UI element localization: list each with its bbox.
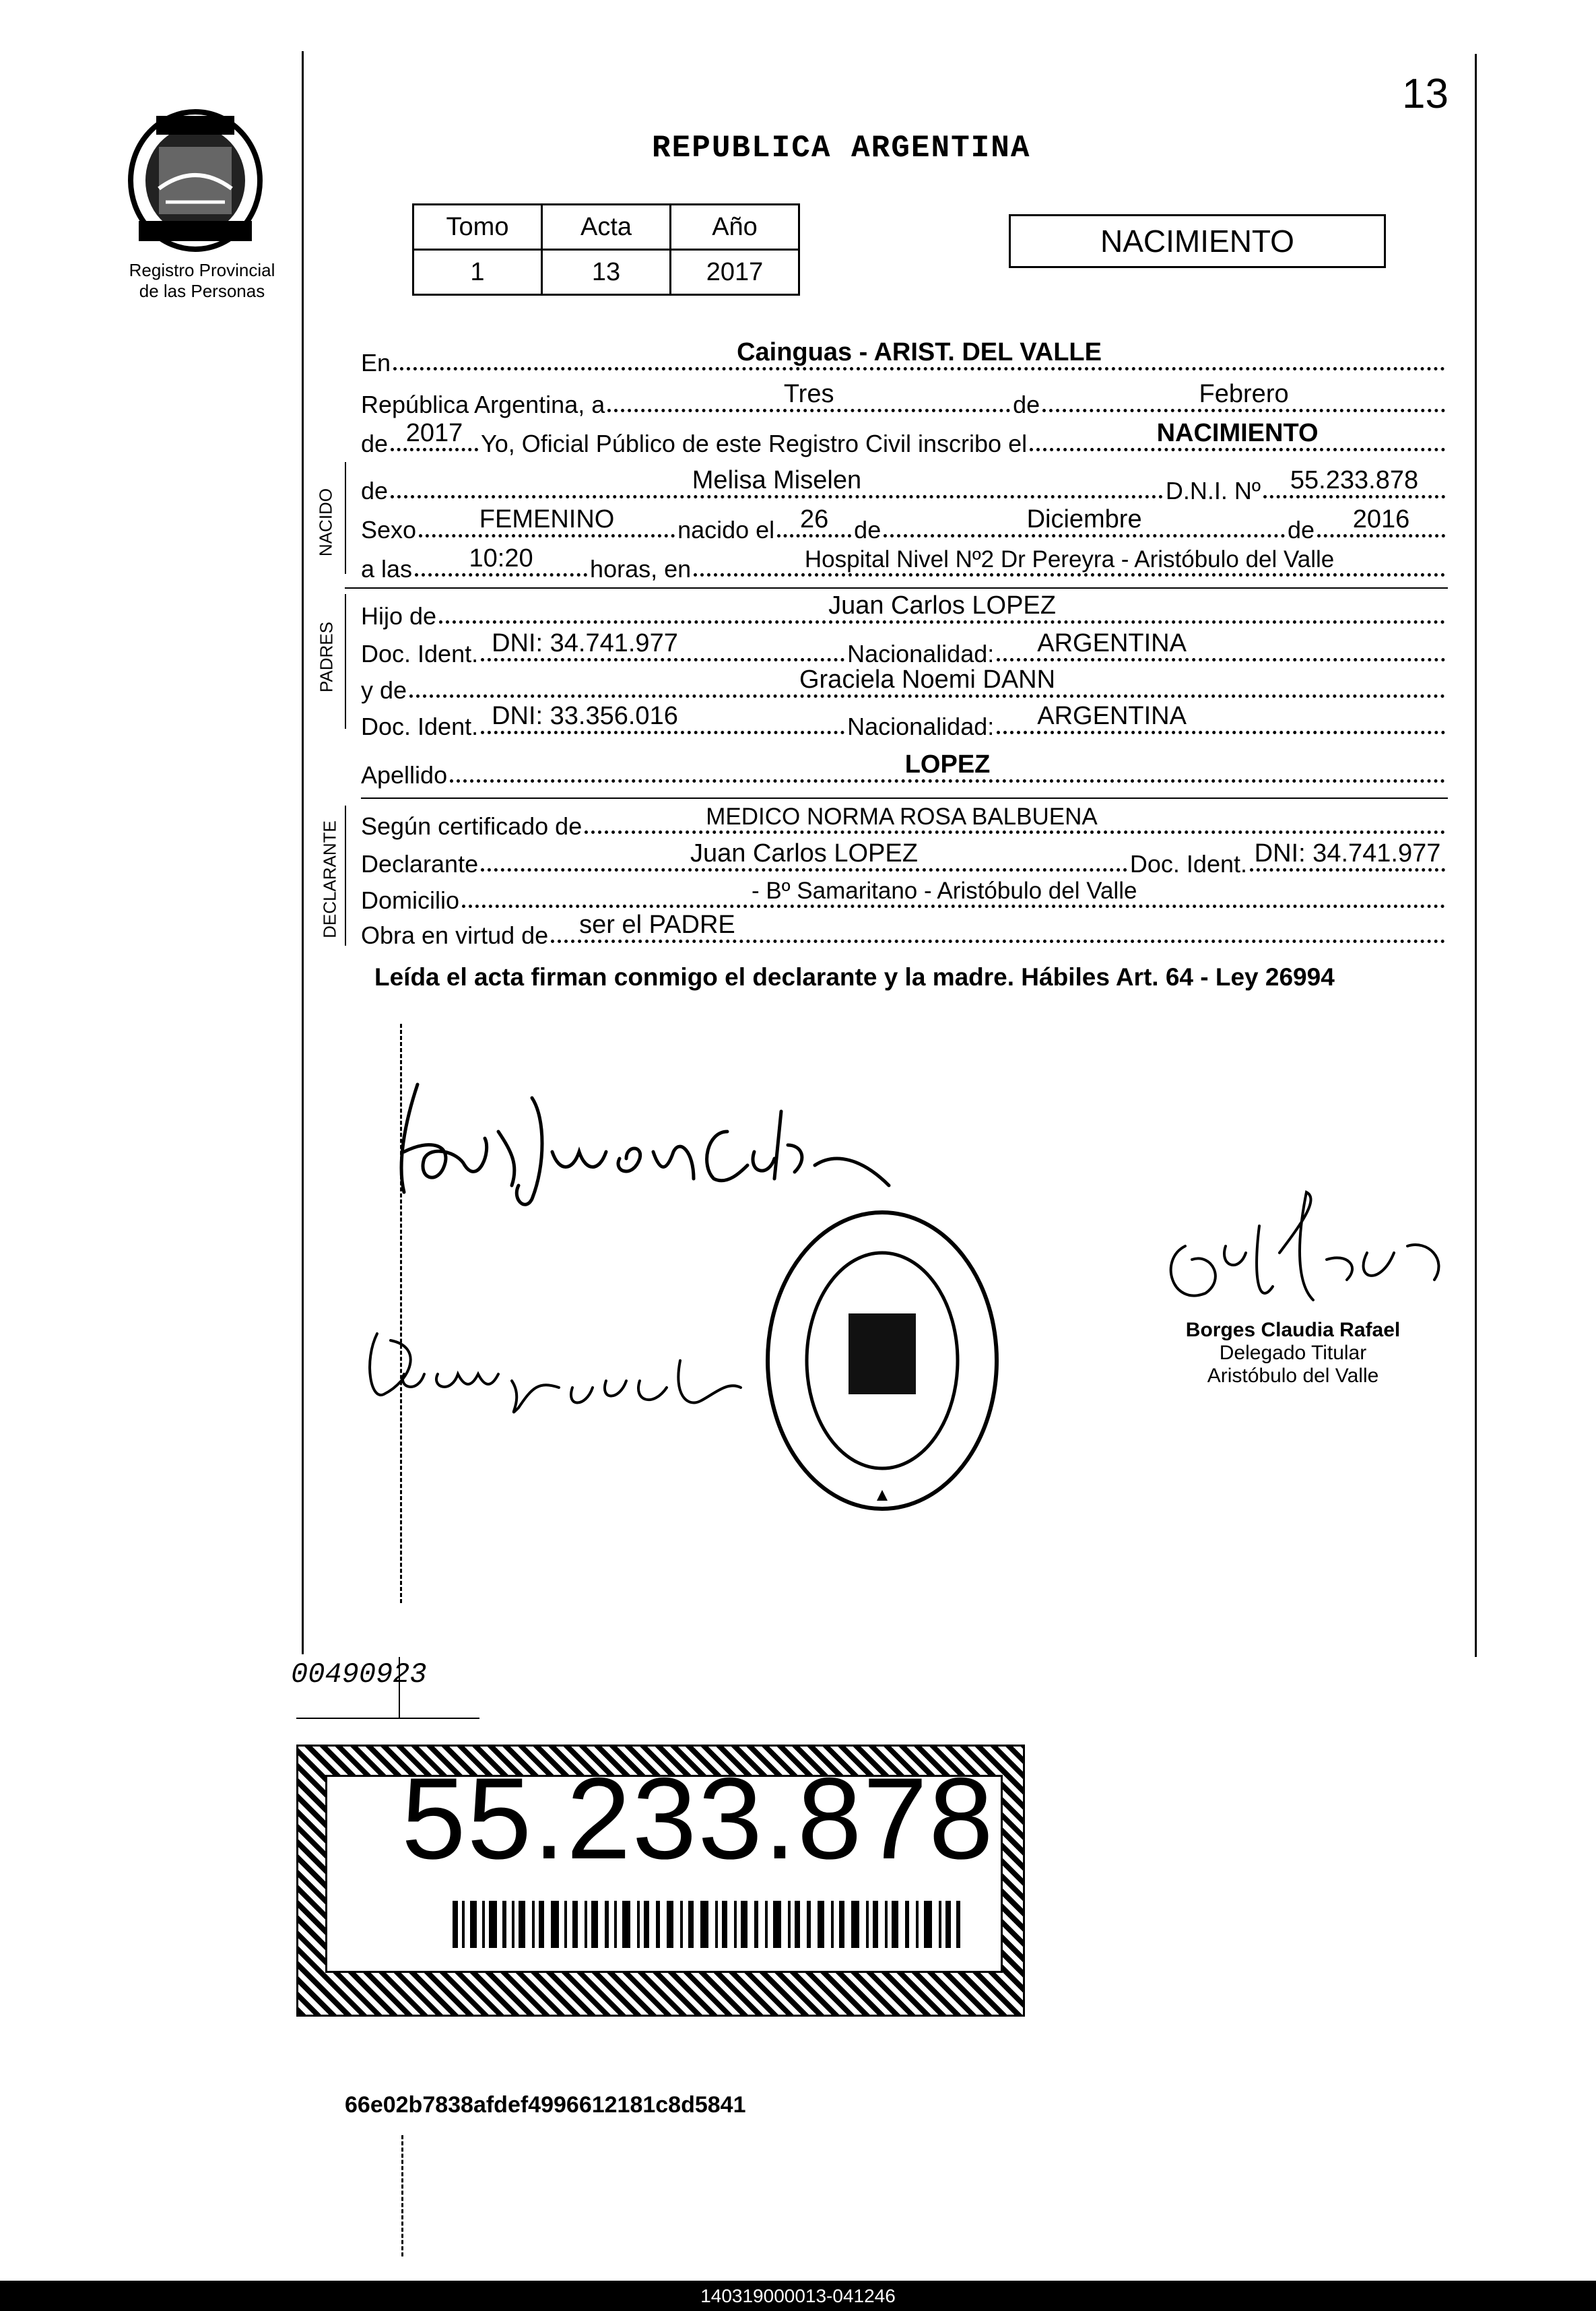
closing-text: Leída el acta firman conmigo el declarante y la madre. Hábiles Art. 64 - Ley 26994	[374, 963, 1335, 991]
acta-value: 13	[542, 250, 671, 295]
document-hash: 66e02b7838afdef4996612181c8d5841	[345, 2092, 746, 2118]
line-father-name: Hijo de Juan Carlos LOPEZ	[361, 590, 1448, 630]
section-padres: PADRES	[316, 622, 337, 692]
year-value: 2017	[405, 419, 463, 447]
line-father-doc: Doc. Ident. DNI: 34.741.977 Nacionalidad: ARGENTINA	[361, 628, 1448, 668]
locality-value: Cainguas - ARIST. DEL VALLE	[737, 338, 1102, 366]
footer-code: 140319000013-041246	[0, 2281, 1596, 2311]
declarante-value: Juan Carlos LOPEZ	[690, 839, 918, 868]
month-value: Febrero	[1199, 380, 1289, 408]
line-date: República Argentina, a Tres de Febrero	[361, 379, 1448, 419]
child-name-value: Melisa Miselen	[692, 466, 862, 494]
mother-name-value: Graciela Noemi DANN	[799, 665, 1056, 694]
tomo-acta-anio-table	[412, 203, 800, 296]
line-apellido: Apellido LOPEZ	[361, 749, 1448, 789]
sex-value: FEMENINO	[479, 505, 615, 533]
document-type-box: NACIMIENTO	[1009, 214, 1386, 268]
line-domicilio: Domicilio - Bº Samaritano - Aristóbulo del Valle	[361, 874, 1448, 915]
day-value: Tres	[783, 380, 834, 408]
line-obra: Obra en virtud de ser el PADRE	[361, 909, 1448, 950]
birth-day-value: 26	[800, 505, 829, 533]
page-number: 13	[1402, 71, 1449, 117]
birth-place-value: Hospital Nivel Nº2 Dr Pereyra - Aristóbulo del Valle	[804, 546, 1335, 573]
father-name-value: Juan Carlos LOPEZ	[828, 591, 1056, 620]
birth-month-value: Diciembre	[1026, 505, 1142, 533]
province-seal-logo	[119, 108, 272, 253]
child-dni-value: 55.233.878	[1290, 466, 1419, 494]
acta-label: Acta	[542, 205, 671, 250]
logo-caption: Registro Provincial de las Personas	[129, 260, 275, 301]
birth-time-value: 10:20	[469, 544, 533, 573]
line-locality: En Cainguas - ARIST. DEL VALLE	[361, 337, 1448, 377]
registered-type-value: NACIMIENTO	[1156, 419, 1319, 447]
barcode-number: 55.233.878	[401, 1754, 995, 1883]
anio-value: 2017	[671, 250, 799, 295]
birth-year-value: 2016	[1352, 505, 1410, 533]
mother-signature	[350, 1320, 822, 1455]
line-certificado: Según certificado de MEDICO NORMA ROSA BALBUENA	[361, 800, 1448, 841]
declarante-doc-value: DNI: 34.741.977	[1254, 839, 1441, 868]
line-nacido-birth: Sexo FEMENINO nacido el 26 de Diciembre de 2016	[361, 504, 1448, 544]
domicilio-value: - Bº Samaritano - Aristóbulo del Valle	[752, 878, 1137, 904]
country-title: REPUBLICA ARGENTINA	[652, 131, 1031, 166]
mother-nationality-value: ARGENTINA	[1037, 702, 1187, 730]
line-nacido-name: de Melisa Miselen D.N.I. Nº 55.233.878	[361, 465, 1448, 505]
apellido-value: LOPEZ	[904, 750, 991, 779]
line-nacido-place: a las 10:20 horas, en Hospital Nivel Nº2 Dr Pereyra - Aristóbulo del Valle	[361, 543, 1448, 583]
certificado-value: MEDICO NORMA ROSA BALBUENA	[706, 804, 1098, 830]
obra-value: ser el PADRE	[579, 911, 735, 939]
line-mother-doc: Doc. Ident. DNI: 33.356.016 Nacionalidad: ARGENTINA	[361, 701, 1448, 741]
tomo-label: Tomo	[413, 205, 542, 250]
line-statement: de 2017 Yo, Oficial Público de este Registro Civil inscribo el NACIMIENTO	[361, 418, 1448, 458]
anio-label: Año	[671, 205, 799, 250]
officer-signature	[1145, 1185, 1468, 1334]
official-stamp	[761, 1206, 1003, 1516]
line-mother-name: y de Graciela Noemi DANN	[361, 664, 1448, 705]
officer-stamp-text: Borges Claudia Rafael Delegado Titular Aristóbulo del Valle	[1185, 1319, 1401, 1387]
mother-doc-value: DNI: 33.356.016	[492, 702, 678, 730]
right-margin-rule	[1475, 54, 1477, 1657]
registry-number: 00490923	[291, 1658, 427, 1691]
father-doc-value: DNI: 34.741.977	[492, 629, 678, 657]
barcode	[453, 1901, 964, 1948]
tomo-value: 1	[413, 250, 542, 295]
section-declarante: DECLARANTE	[319, 820, 340, 938]
section-nacido: NACIDO	[315, 488, 336, 557]
father-nationality-value: ARGENTINA	[1037, 629, 1187, 657]
declarante-signature	[377, 1071, 970, 1219]
line-declarante: Declarante Juan Carlos LOPEZ Doc. Ident. DNI: 34.741.977	[361, 838, 1448, 878]
